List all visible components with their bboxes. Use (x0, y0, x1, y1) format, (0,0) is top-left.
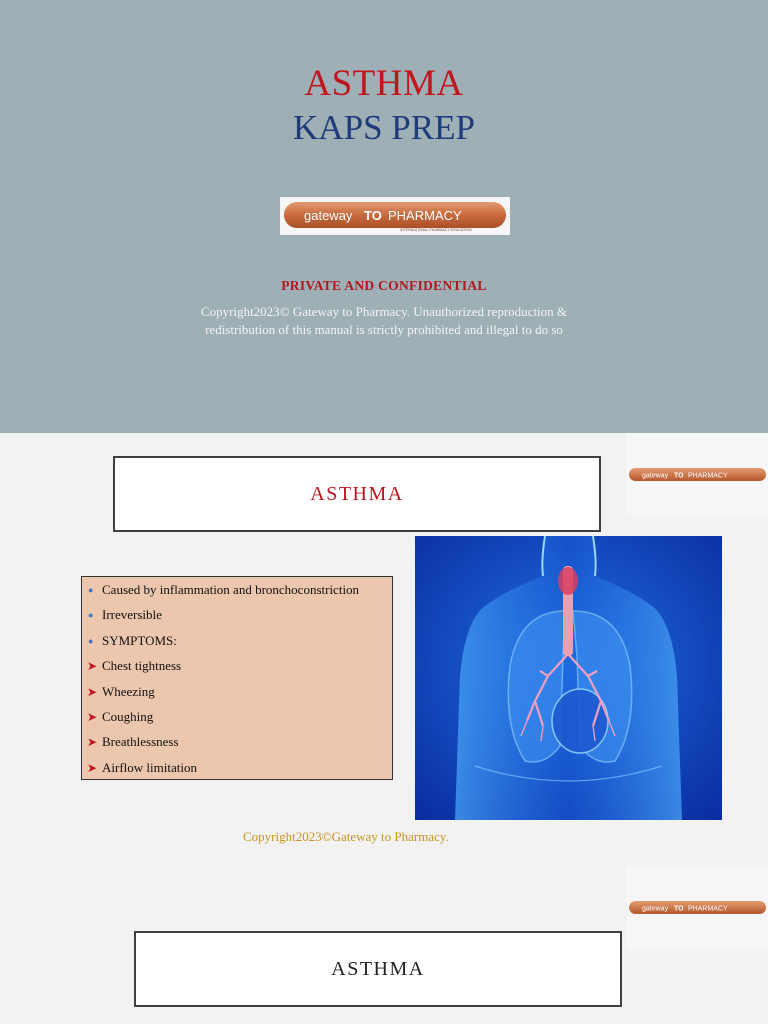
symptom-list-item-text: Irreversible (102, 607, 162, 623)
symptom-list-item-text: Breathlessness (102, 734, 179, 750)
cover-slide (0, 0, 768, 433)
cover-copyright (150, 303, 618, 339)
symptom-list-item (87, 605, 392, 630)
symptom-list-item (87, 732, 392, 757)
bullet-arrow-icon: ➤ (87, 735, 98, 750)
cover-title: ASTHMA (304, 63, 464, 104)
corner-logo-to-text: TO (674, 905, 684, 913)
asthma-slide-2 (0, 866, 768, 1024)
slide-title: ASTHMA (113, 456, 601, 532)
symptom-list-item (87, 580, 392, 605)
symptom-list (81, 576, 393, 780)
symptom-list-item (87, 631, 392, 656)
slide-footer-copyright: Copyright2023©Gateway to Pharmacy. (243, 829, 449, 844)
bullet-arrow-icon: ➤ (87, 659, 98, 674)
logo-pharmacy-text: PHARMACY (388, 208, 462, 223)
copyright-line-2: redistribution of this manual is strictly prohibited and illegal to do so (205, 322, 563, 337)
logo-tagline-text: INTERNATIONAL PHARMACY EDUCATION (400, 228, 472, 232)
symptom-list-item (87, 656, 392, 681)
copyright-line-1: Copyright2023© Gateway to Pharmacy. Unauthorized reproduction & (200, 304, 568, 319)
symptom-list-item-text: SYMPTOMS: (102, 632, 177, 648)
corner-logo-gateway-text: gateway (642, 905, 669, 913)
bullet-arrow-icon: ➤ (87, 684, 98, 699)
corner-logo-pharmacy-text: PHARMACY (688, 905, 728, 913)
lungs-anatomy-illustration (415, 536, 722, 820)
corner-logo-to-text: TO (674, 472, 684, 480)
symptom-list-item (87, 707, 392, 732)
symptom-list-item (87, 758, 392, 783)
asthma-overview-slide (0, 433, 768, 866)
slide-title: ASTHMA (134, 931, 622, 1007)
cover-subtitle: KAPS PREP (293, 108, 475, 147)
symptom-list-item-text: Coughing (102, 708, 154, 724)
bullet-arrow-icon: ➤ (87, 709, 98, 724)
logo-gateway-text: gateway (304, 208, 353, 223)
symptom-list-item-text: Wheezing (102, 683, 155, 699)
corner-gateway-logo (626, 866, 768, 949)
bullet-dot-icon: ● (88, 585, 94, 595)
private-confidential-label: PRIVATE AND CONFIDENTIAL (281, 278, 487, 293)
symptom-list-item (87, 682, 392, 707)
symptom-list-item-text: Airflow limitation (102, 759, 197, 775)
symptom-list-item-text: Caused by inflammation and bronchoconstriction (102, 582, 360, 597)
bullet-dot-icon: ● (88, 635, 94, 646)
logo-to-text: TO (364, 208, 382, 223)
bullet-dot-icon: ● (88, 610, 94, 621)
corner-logo-pharmacy-text: PHARMACY (688, 472, 728, 480)
symptom-list-item-text: Chest tightness (102, 658, 182, 674)
bullet-arrow-icon: ➤ (87, 760, 98, 775)
corner-gateway-logo (626, 433, 768, 516)
corner-logo-gateway-text: gateway (642, 472, 669, 480)
gateway-to-pharmacy-logo (280, 197, 510, 235)
